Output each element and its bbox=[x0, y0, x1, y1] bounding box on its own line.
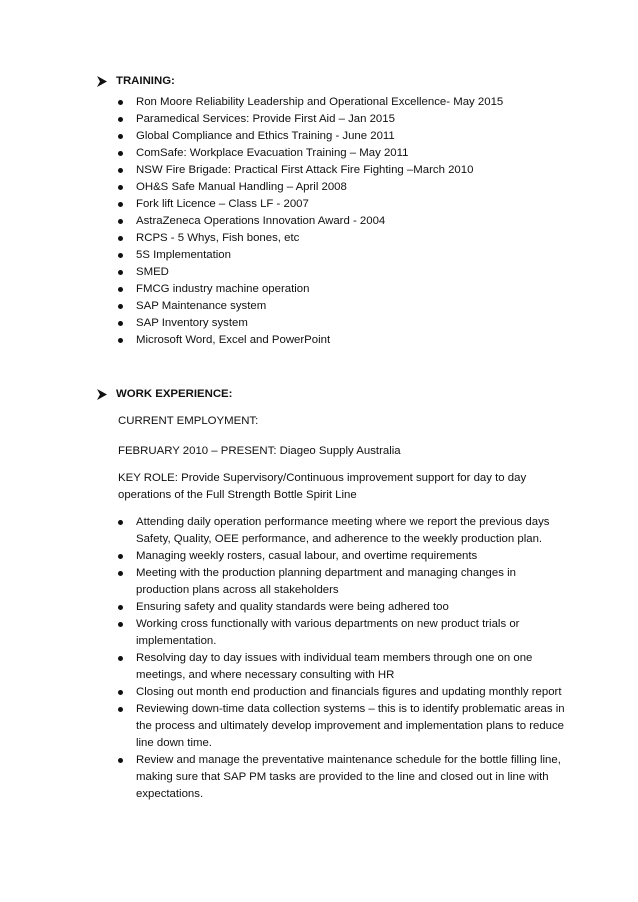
training-item: Paramedical Services: Provide First Aid – Jan 2015 bbox=[118, 111, 503, 128]
training-item: Microsoft Word, Excel and PowerPoint bbox=[118, 332, 503, 349]
duty-item: Managing weekly rosters, casual labour, and overtime requirements bbox=[118, 548, 568, 565]
training-item: AstraZeneca Operations Innovation Award - 2004 bbox=[118, 213, 503, 230]
key-role: KEY ROLE: Provide Supervisory/Continuous improvement support for day to day operations of the Full Strength Bottle Spirit Line bbox=[118, 472, 527, 501]
current-employment-label: CURRENT EMPLOYMENT: bbox=[118, 415, 259, 427]
work-experience-heading-text: WORK EXPERIENCE: bbox=[116, 388, 233, 400]
duties-list bbox=[118, 514, 568, 803]
duty-item: Attending daily operation performance meeting where we report the previous days Safety, Quality, OEE performance, and adherence to the weekly production plan. bbox=[118, 514, 568, 548]
work-experience-heading bbox=[96, 388, 232, 400]
duty-item: Review and manage the preventative maintenance schedule for the bottle filling line, making sure that SAP PM tasks are provided to the line and closed out in line with expectations. bbox=[118, 752, 568, 803]
training-item: RCPS - 5 Whys, Fish bones, etc bbox=[118, 230, 503, 247]
duty-item: Ensuring safety and quality standards were being adhered too bbox=[118, 599, 568, 616]
training-item: SMED bbox=[118, 264, 503, 281]
training-item: SAP Inventory system bbox=[118, 315, 503, 332]
training-item: OH&S Safe Manual Handling – April 2008 bbox=[118, 179, 503, 196]
training-item: 5S Implementation bbox=[118, 247, 503, 264]
duty-item: Working cross functionally with various departments on new product trials or implementation. bbox=[118, 616, 568, 650]
training-list bbox=[118, 94, 503, 349]
duty-item: Resolving day to day issues with individual team members through one on one meetings, and where necessary consulting with HR bbox=[118, 650, 568, 684]
duty-item: Meeting with the production planning department and managing changes in production plans across all stakeholders bbox=[118, 565, 568, 599]
training-heading-text: TRAINING: bbox=[116, 75, 175, 87]
training-item: Global Compliance and Ethics Training - June 2011 bbox=[118, 128, 503, 145]
training-item: Fork lift Licence – Class LF - 2007 bbox=[118, 196, 503, 213]
arrow-bullet-icon bbox=[96, 389, 108, 400]
duty-item: Reviewing down-time data collection systems – this is to identify problematic areas in the process and ultimately develop improvement and implementation plans to reduce line down time. bbox=[118, 701, 568, 752]
duty-item: Closing out month end production and financials figures and updating monthly report bbox=[118, 684, 568, 701]
training-item: FMCG industry machine operation bbox=[118, 281, 503, 298]
training-item: Ron Moore Reliability Leadership and Operational Excellence- May 2015 bbox=[118, 94, 503, 111]
training-item: ComSafe: Workplace Evacuation Training – May 2011 bbox=[118, 145, 503, 162]
training-item: SAP Maintenance system bbox=[118, 298, 503, 315]
training-heading bbox=[96, 75, 175, 87]
arrow-bullet-icon bbox=[96, 76, 108, 87]
employment-period: FEBRUARY 2010 – PRESENT: Diageo Supply Australia bbox=[118, 445, 401, 457]
training-item: NSW Fire Brigade: Practical First Attack Fire Fighting –March 2010 bbox=[118, 162, 503, 179]
